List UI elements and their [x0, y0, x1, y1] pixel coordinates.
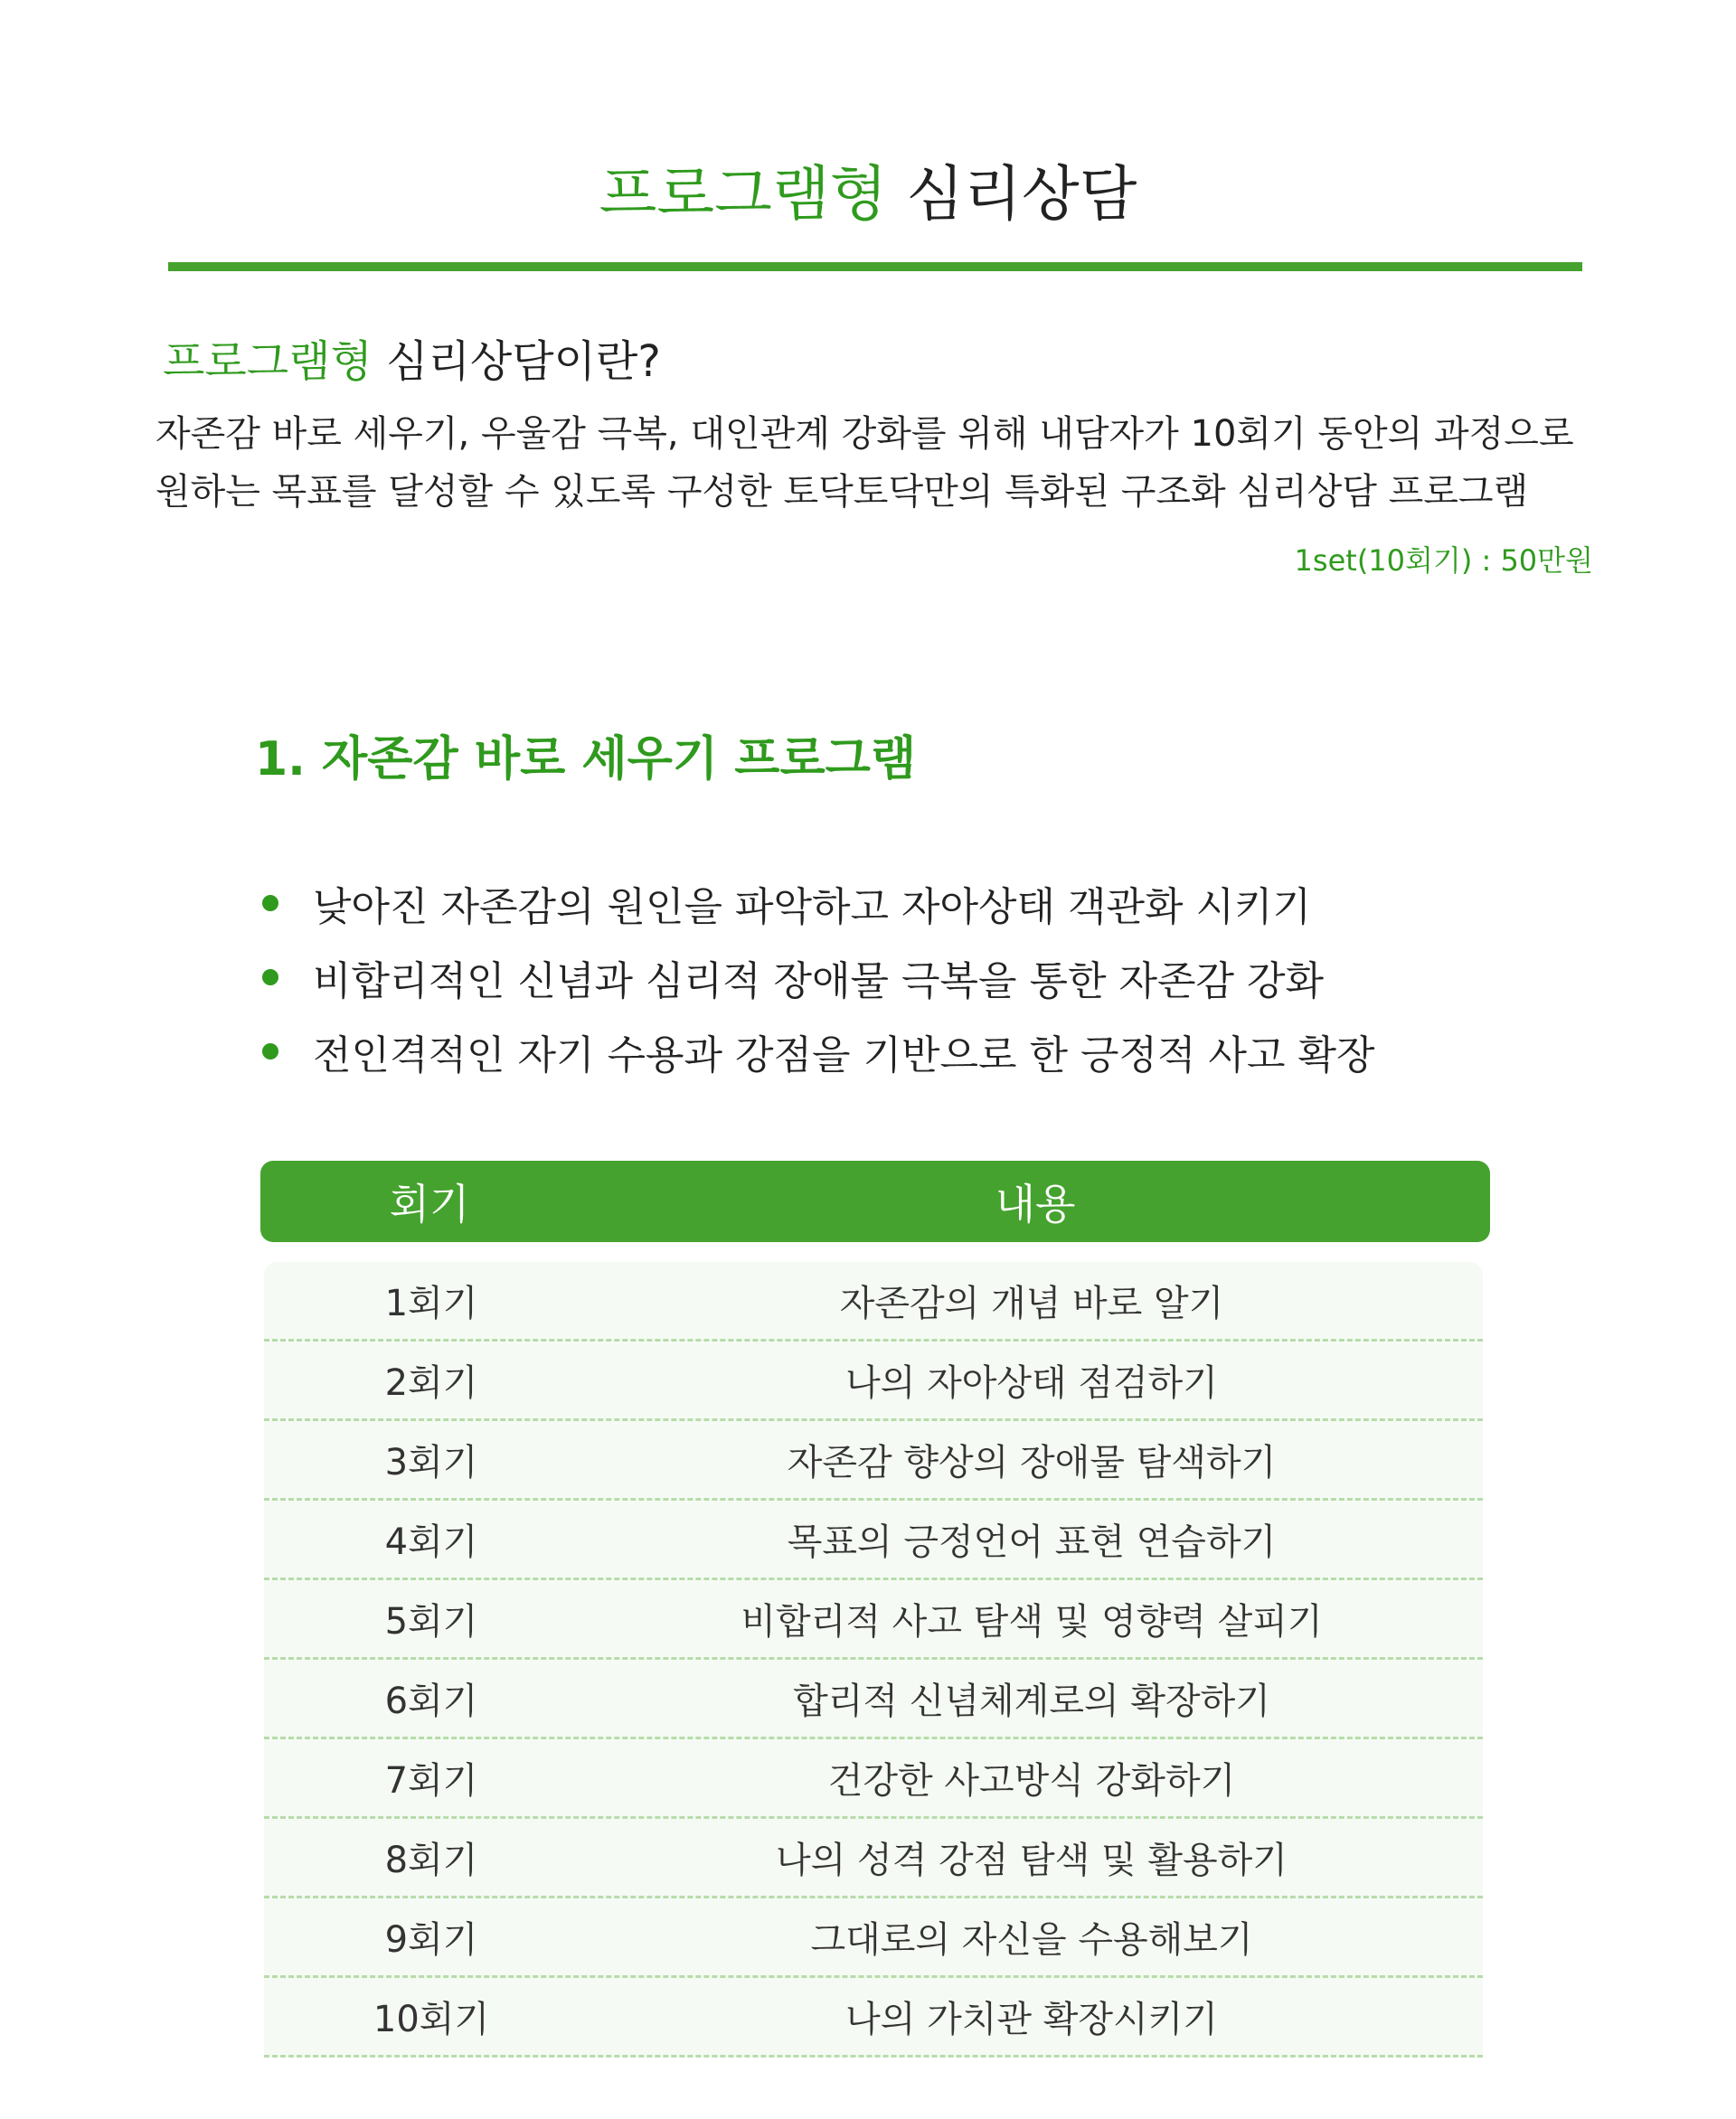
session-number: 6회기 [384, 1681, 478, 1722]
session-content: 나의 성격 강점 탐색 및 활용하기 [776, 1840, 1288, 1881]
price-label: 1set(10회기) : 50만원 [1294, 543, 1593, 578]
table-row [264, 1660, 1483, 1739]
session-content: 목표의 긍정언어 표현 연습하기 [787, 1521, 1277, 1563]
goal-text: 전인격적인 자기 수용과 강점을 기반으로 한 긍정적 사고 확장 [313, 1032, 1375, 1078]
session-number: 8회기 [384, 1840, 478, 1881]
table-row [264, 1978, 1483, 2058]
session-number: 2회기 [384, 1362, 478, 1404]
page-title-accent: 프로그램형 [599, 159, 888, 229]
session-number: 7회기 [384, 1760, 478, 1802]
page-title-rest: 심리상담 [906, 159, 1137, 229]
goal-item [262, 1014, 1375, 1088]
session-content: 나의 자아상태 점검하기 [845, 1362, 1218, 1404]
session-number: 5회기 [384, 1601, 478, 1643]
goal-item [262, 866, 1375, 940]
goal-item [262, 940, 1375, 1014]
session-number: 10회기 [373, 1999, 490, 2040]
goal-text: 낮아진 자존감의 원인을 파악하고 자아상태 객관화 시키기 [313, 884, 1312, 930]
table-row [264, 1421, 1483, 1501]
session-table [260, 1161, 1490, 2058]
bullet-dot-icon [262, 969, 278, 985]
table-row [264, 1580, 1483, 1660]
table-body [264, 1262, 1483, 2058]
session-number: 1회기 [384, 1283, 478, 1324]
page-title [0, 154, 1736, 235]
session-content: 건강한 사고방식 강화하기 [827, 1760, 1236, 1802]
table-row [264, 1819, 1483, 1898]
title-divider [168, 262, 1582, 271]
table-header [260, 1161, 1490, 1242]
intro-heading [163, 334, 661, 389]
intro-heading-accent: 프로그램형 [163, 336, 373, 387]
session-content: 비합리적 사고 탐색 및 영향력 살피기 [741, 1601, 1323, 1643]
intro-line: 자존감 바로 세우기, 우울감 극복, 대인관계 강화를 위해 내담자가 10회기 동안의 과정으로 [156, 413, 1574, 455]
session-number: 9회기 [384, 1919, 478, 1961]
table-row [264, 1342, 1483, 1421]
intro-line: 원하는 목표를 달성할 수 있도록 구성한 토닥토닥만의 특화된 구조화 심리상담 프로그램 [156, 471, 1529, 513]
table-row [264, 1262, 1483, 1342]
intro-heading-rest: 심리상담이란? [386, 336, 661, 387]
table-row [264, 1739, 1483, 1819]
session-content: 자존감의 개념 바로 알기 [839, 1283, 1224, 1324]
program-goals-list [262, 866, 1375, 1088]
header-session: 회기 [389, 1180, 470, 1229]
session-number: 3회기 [384, 1442, 478, 1483]
program-title: 1. 자존감 바로 세우기 프로그램 [255, 732, 917, 786]
goal-text: 비합리적인 신념과 심리적 장애물 극복을 통한 자존감 강화 [313, 958, 1324, 1004]
bullet-dot-icon [262, 895, 278, 911]
session-content: 나의 가치관 확장시키기 [845, 1999, 1218, 2040]
intro-description [156, 405, 1593, 521]
session-content: 그대로의 자신을 수용해보기 [810, 1919, 1253, 1961]
session-content: 자존감 향상의 장애물 탐색하기 [787, 1442, 1277, 1483]
session-content: 합리적 신념체계로의 확장하기 [793, 1681, 1270, 1722]
bullet-dot-icon [262, 1043, 278, 1060]
session-number: 4회기 [384, 1521, 478, 1563]
table-row [264, 1898, 1483, 1978]
header-content: 내용 [995, 1180, 1076, 1229]
table-row [264, 1501, 1483, 1580]
